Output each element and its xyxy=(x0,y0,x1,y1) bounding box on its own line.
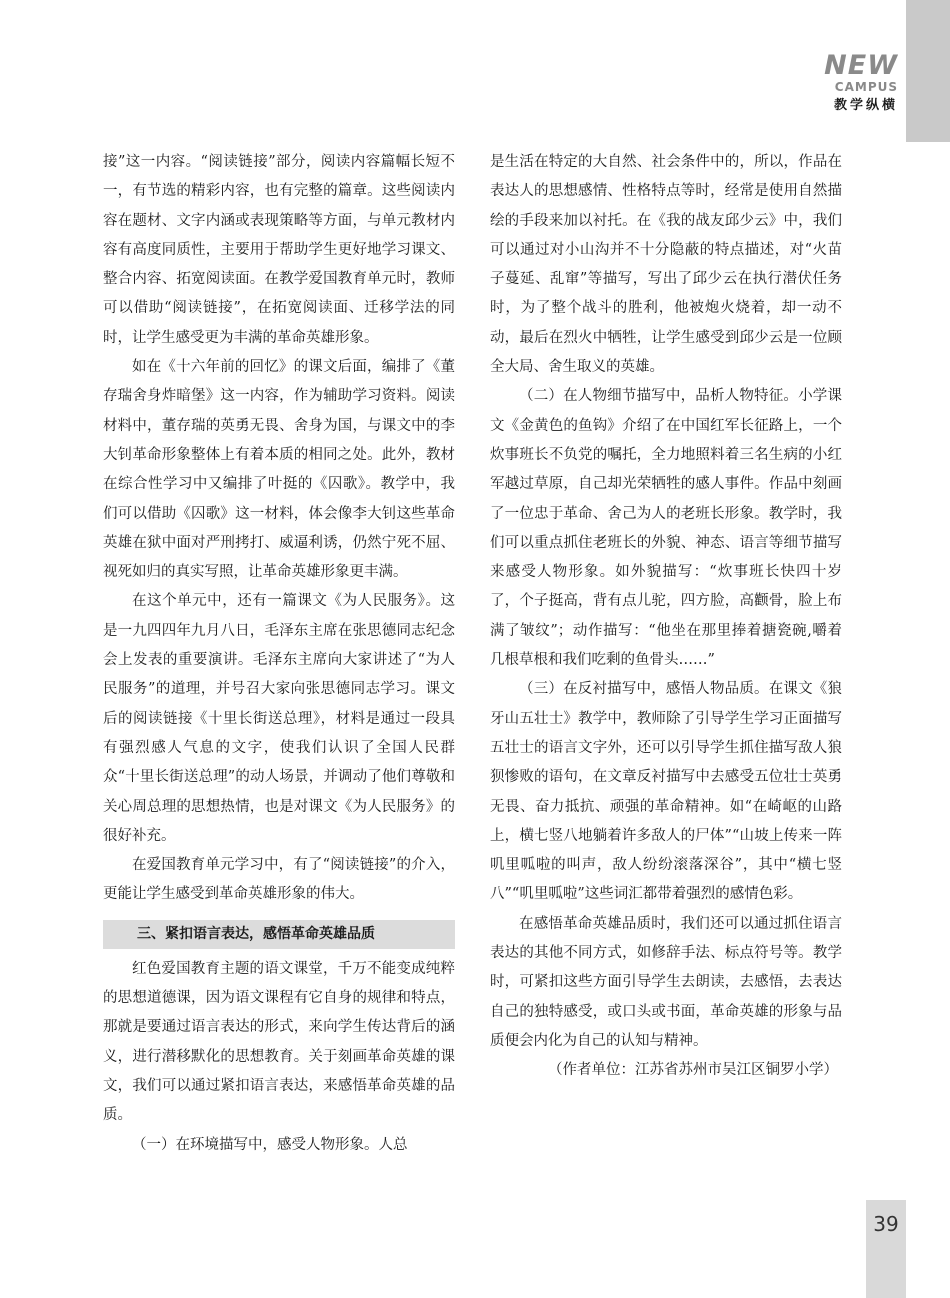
right-column xyxy=(490,148,842,1086)
left-paragraph-2: 如在《十六年前的回忆》的课文后面，编排了《董存瑞舍身炸暗堡》这一内容，作为辅助学习资料。阅读材料中，董存瑞的英勇无畏、舍身为国，与课文中的李大钊革命形象整体上有着本质的相同之处。此外，教材在综合性学习中又编排了叶挺的《囚歌》。教学中，我们可以借助《囚歌》这一材料，体会像李大钊这些革命英雄在狱中面对严刑拷打、威逼利诱，仍然宁死不屈、视死如归的真实写照，让革命英雄形象更丰满。 xyxy=(103,359,455,581)
section-heading: 三、紧扣语言表达，感悟革命英雄品质 xyxy=(103,920,455,949)
brand-campus-text: CAMPUS xyxy=(834,80,898,94)
author-affiliation: （作者单位：江苏省苏州市吴江区铜罗小学） xyxy=(548,1062,838,1079)
right-paragraph-2: （二）在人物细节描写中，品析人物特征。小学课文《金黄色的鱼钩》介绍了在中国红军长征路上，一个炊事班长不负党的嘱托，全力地照料着三名生病的小红军越过草原，自己却光荣牺牲的感人事件。作品中刻画了一位忠于革命、舍己为人的老班长形象。教学时，我们可以重点抓住老班长的外貌、神态、语言等细节描写来感受人物形象。如外貌描写：“炊事班长快四十岁了，个子挺高，背有点儿驼，四方脸，高颧骨，脸上布满了皱纹”；动作描写：“他坐在那里捧着搪瓷碗,嚼着几根草根和我们吃剩的鱼骨头……” xyxy=(490,388,842,669)
right-paragraph-1: 是生活在特定的大自然、社会条件中的，所以，作品在表达人的思想感情、性格特点等时，经常是使用自然描绘的手段来加以衬托。在《我的战友邱少云》中，我们可以通过对小山沟并不十分隐蔽的特点描述，对“火苗子蔓延、乱窜”等描写，写出了邱少云在执行潜伏任务时，为了整个战斗的胜利，他被炮火烧着，却一动不动，最后在烈火中牺牲，让学生感受到邱少云是一位顾全大局、舍生取义的英雄。 xyxy=(490,154,842,376)
left-paragraph-3: 在这个单元中，还有一篇课文《为人民服务》。这是一九四四年九月八日，毛泽东主席在张思德同志纪念会上发表的重要演讲。毛泽东主席向大家讲述了“为人民服务”的道理，并号召大家向张思德同志学习。课文后的阅读链接《十里长街送总理》，材料是通过一段具有强烈感人气息的文字，使我们认识了全国人民群众“十里长街送总理”的动人场景，并调动了他们尊敬和关心周总理的思想热情，也是对课文《为人民服务》的很好补充。 xyxy=(103,593,455,844)
column-brand xyxy=(824,52,898,116)
header-side-tab xyxy=(906,0,950,142)
left-paragraph-5: 红色爱国教育主题的语文课堂，千万不能变成纯粹的思想道德课，因为语文课程有它自身的规律和特点，那就是要通过语言表达的形式，来向学生传达背后的涵义，进行潜移默化的思想教育。关于刻画革命英雄的课文，我们可以通过紧扣语言表达，来感悟革命英雄的品质。 xyxy=(103,960,455,1124)
column-name: 教学纵横 xyxy=(833,98,898,113)
page-number: 39 xyxy=(873,1212,899,1236)
left-paragraph-6: （一）在环境描写中，感受人物形象。人总 xyxy=(132,1136,408,1153)
left-column xyxy=(103,148,455,1160)
right-paragraph-4: 在感悟革命英雄品质时，我们还可以通过抓住语言表达的其他不同方式，如修辞手法、标点符号等。教学时，可紧扣这些方面引导学生去朗读，去感悟，去表达自己的独特感受，或口头或书面，革命英雄的形象与品质便会内化为自己的认知与精神。 xyxy=(490,915,842,1049)
left-paragraph-4: 在爱国教育单元学习中，有了“阅读链接”的介入，更能让学生感受到革命英雄形象的伟大。 xyxy=(103,857,455,903)
brand-new-text: NEW xyxy=(824,50,898,81)
left-paragraph-1: 接”这一内容。“阅读链接”部分，阅读内容篇幅长短不一，有节选的精彩内容，也有完整的篇章。这些阅读内容在题材、文字内涵或表现策略等方面，与单元教材内容有高度同质性，主要用于帮助学生更好地学习课文、整合内容、拓宽阅读面。在教学爱国教育单元时，教师可以借助“阅读链接”，在拓宽阅读面、迁移学法的同时，让学生感受更为丰满的革命英雄形象。 xyxy=(103,154,455,346)
right-paragraph-3: （三）在反衬描写中，感悟人物品质。在课文《狼牙山五壮士》教学中，教师除了引导学生学习正面描写五壮士的语言文字外，还可以引导学生抓住描写敌人狼狈惨败的语句，在文章反衬描写中去感受五位壮士英勇无畏、奋力抵抗、顽强的革命精神。如“在崎岖的山路上，横七竖八地躺着许多敌人的尸体”“山坡上传来一阵叽里呱啦的叫声，敌人纷纷滚落深谷”，其中“横七竖八”“叽里呱啦”这些词汇都带着强烈的感情色彩。 xyxy=(490,681,842,903)
